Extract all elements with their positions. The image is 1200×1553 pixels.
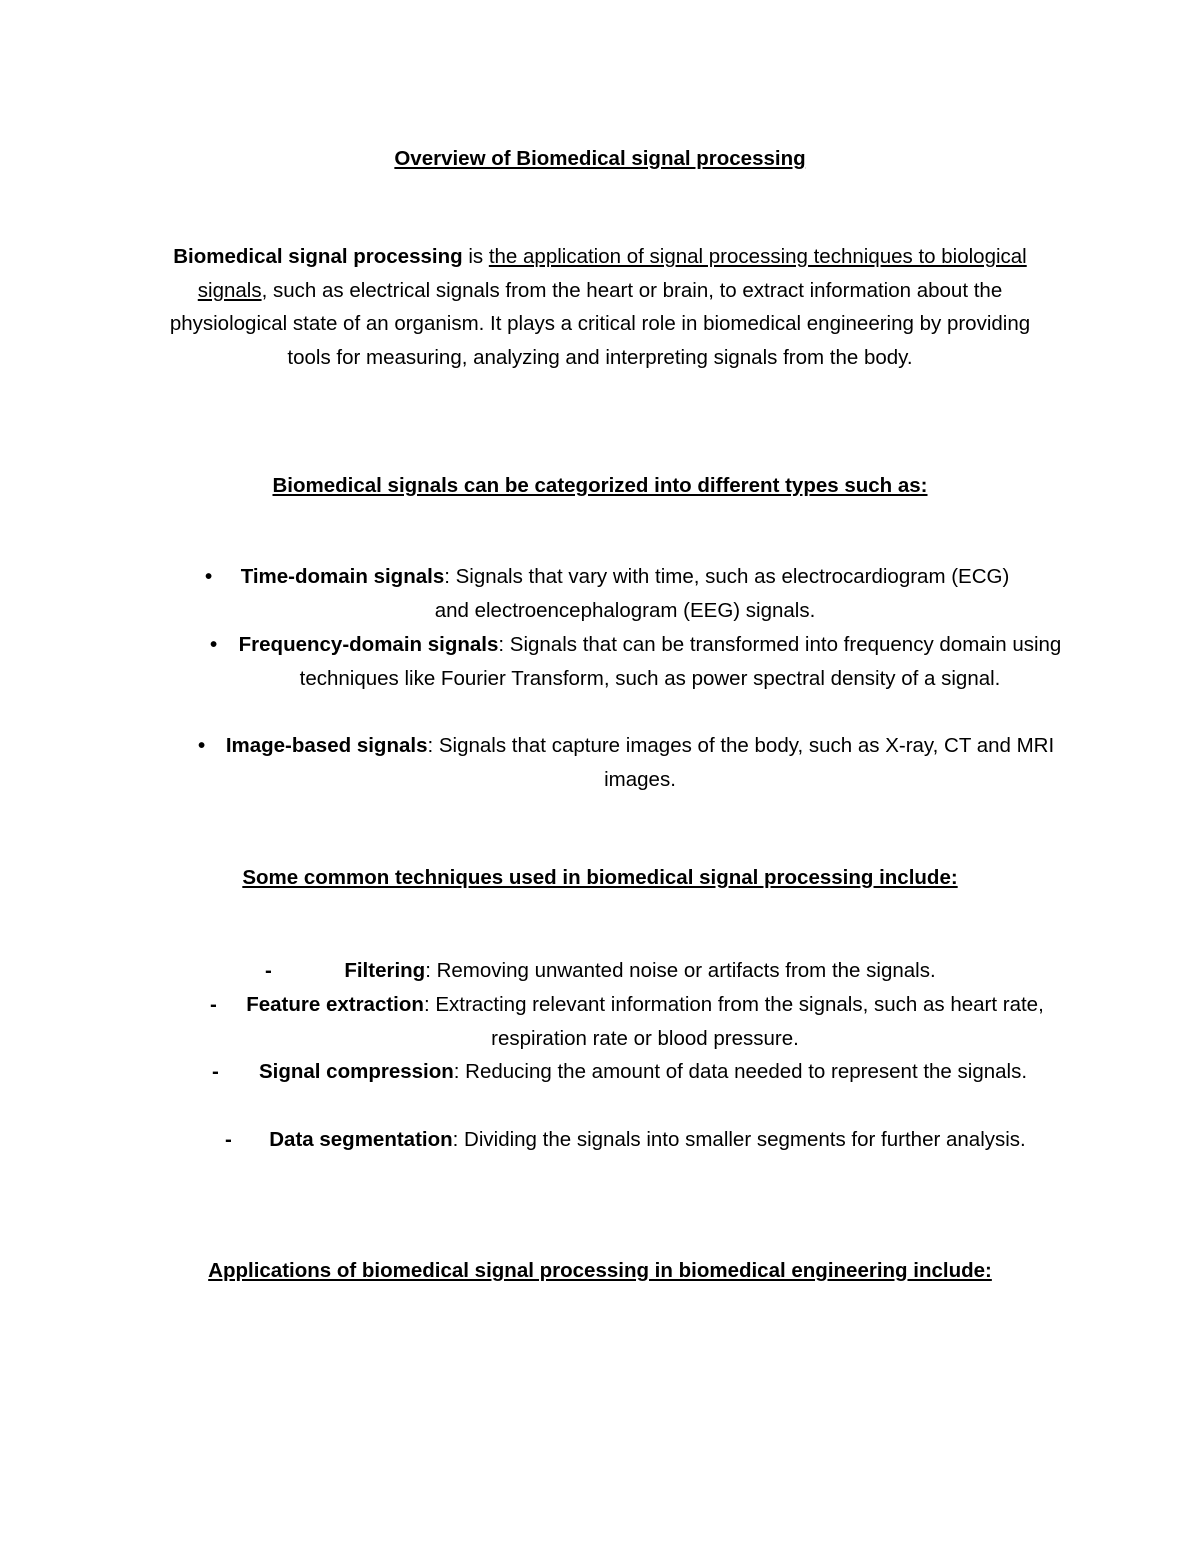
intro-is: is bbox=[462, 245, 489, 268]
technique-desc: : Removing unwanted noise or artifacts from the signals. bbox=[425, 959, 936, 982]
techniques-heading: Some common techniques used in biomedical signal processing include: bbox=[242, 866, 958, 889]
technique-desc: : Extracting relevant information from the signals, such as heart rate, respiration rate or blood pressure. bbox=[423, 993, 1044, 1050]
type-term: Image-based signals bbox=[225, 734, 428, 757]
intro-term: Biomedical signal processing bbox=[173, 245, 463, 268]
type-term: Frequency-domain signals bbox=[238, 633, 499, 656]
intro-rest: , such as electrical signals from the heart or brain, to extract information about the physiological state of an organism. It plays a critical role in biomedical engineering by providing tools for measuring, analyzing and interpreting signals from the body. bbox=[169, 278, 1031, 369]
list-item bbox=[265, 954, 990, 988]
type-term: Time-domain signals bbox=[240, 565, 445, 588]
bullet-icon: • bbox=[205, 565, 213, 588]
list-item bbox=[205, 560, 1020, 627]
list-item bbox=[225, 1123, 1045, 1157]
list-item bbox=[212, 1055, 1049, 1089]
list-item bbox=[195, 729, 1060, 796]
bullet-icon: • bbox=[210, 633, 218, 656]
type-desc: : Signals that vary with time, such as electrocardiogram (ECG) and electroencephalogram (EEG) signals. bbox=[434, 565, 1010, 622]
intro-paragraph bbox=[160, 240, 1040, 374]
technique-term: Feature extraction bbox=[246, 993, 424, 1016]
technique-term: Filtering bbox=[344, 959, 426, 982]
applications-heading: Applications of biomedical signal processing in biomedical engineering include: bbox=[208, 1259, 992, 1282]
dash-icon: - bbox=[210, 993, 217, 1016]
dash-icon: - bbox=[265, 959, 272, 982]
list-item bbox=[195, 628, 1080, 695]
technique-term: Signal compression bbox=[258, 1060, 454, 1083]
page-title: Overview of Biomedical signal processing bbox=[394, 147, 806, 170]
types-heading: Biomedical signals can be categorized into different types such as: bbox=[272, 474, 928, 497]
bullet-icon: • bbox=[198, 734, 206, 757]
technique-term: Data segmentation bbox=[269, 1128, 453, 1151]
type-desc: : Signals that capture images of the body, such as X-ray, CT and MRI images. bbox=[427, 734, 1055, 791]
dash-icon: - bbox=[212, 1060, 219, 1083]
technique-desc: : Dividing the signals into smaller segments for further analysis. bbox=[452, 1128, 1026, 1151]
list-item bbox=[210, 988, 1055, 1055]
dash-icon: - bbox=[225, 1128, 232, 1151]
technique-desc: : Reducing the amount of data needed to represent the signals. bbox=[453, 1060, 1028, 1083]
type-desc: : Signals that can be transformed into frequency domain using techniques like Fourier Transform, such as power spectral density of a signal. bbox=[299, 633, 1062, 690]
intro-underlined: the application of signal processing techniques to biological signals bbox=[197, 245, 1027, 302]
